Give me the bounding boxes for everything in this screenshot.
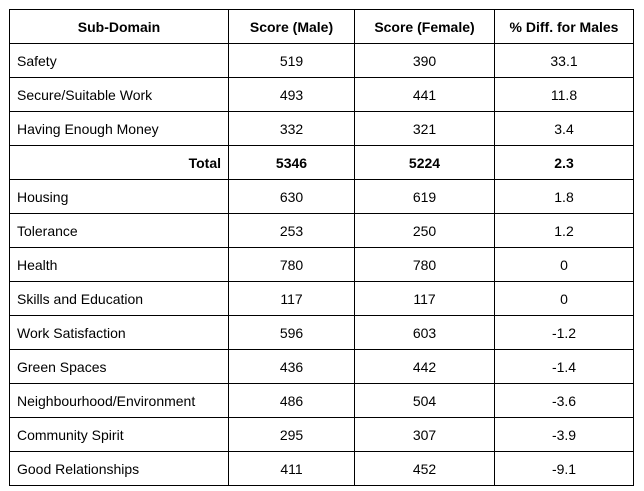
cell-score-male: 295 [229, 418, 355, 452]
cell-sub-domain: Green Spaces [10, 350, 229, 384]
cell-sub-domain: Housing [10, 180, 229, 214]
cell-score-female: 307 [355, 418, 495, 452]
cell-score-male: 253 [229, 214, 355, 248]
cell-percent-diff: -1.4 [495, 350, 634, 384]
cell-score-male: 493 [229, 78, 355, 112]
table-row [10, 112, 634, 146]
cell-score-female: 441 [355, 78, 495, 112]
cell-percent-diff: -3.6 [495, 384, 634, 418]
cell-percent-diff: 1.8 [495, 180, 634, 214]
table-row [10, 350, 634, 384]
table-row [10, 44, 634, 78]
table-header [10, 10, 634, 44]
cell-sub-domain: Secure/Suitable Work [10, 78, 229, 112]
table-row [10, 180, 634, 214]
cell-score-male: 519 [229, 44, 355, 78]
table-row [10, 248, 634, 282]
cell-score-female: 442 [355, 350, 495, 384]
cell-score-male: 630 [229, 180, 355, 214]
cell-sub-domain: Work Satisfaction [10, 316, 229, 350]
cell-score-male: 436 [229, 350, 355, 384]
cell-sub-domain: Good Relationships [10, 452, 229, 486]
cell-sub-domain: Community Spirit [10, 418, 229, 452]
cell-sub-domain: Neighbourhood/Environment [10, 384, 229, 418]
cell-total-label: Total [10, 146, 229, 180]
cell-score-female: 504 [355, 384, 495, 418]
table-row [10, 384, 634, 418]
cell-score-male: 596 [229, 316, 355, 350]
table-body [10, 44, 634, 486]
cell-score-female: 452 [355, 452, 495, 486]
header-sub-domain: Sub-Domain [10, 10, 229, 44]
cell-score-female: 250 [355, 214, 495, 248]
table-row [10, 78, 634, 112]
table-row [10, 214, 634, 248]
header-score-male: Score (Male) [229, 10, 355, 44]
cell-sub-domain: Safety [10, 44, 229, 78]
cell-score-male: 780 [229, 248, 355, 282]
cell-score-male: 332 [229, 112, 355, 146]
sub-domain-scores-table [9, 9, 634, 486]
cell-percent-diff: 0 [495, 282, 634, 316]
cell-score-female: 117 [355, 282, 495, 316]
table-row [10, 316, 634, 350]
cell-total-diff: 2.3 [495, 146, 634, 180]
cell-percent-diff: 3.4 [495, 112, 634, 146]
total-row [10, 146, 634, 180]
cell-percent-diff: 11.8 [495, 78, 634, 112]
cell-sub-domain: Health [10, 248, 229, 282]
cell-sub-domain: Having Enough Money [10, 112, 229, 146]
cell-score-female: 603 [355, 316, 495, 350]
header-score-female: Score (Female) [355, 10, 495, 44]
cell-total-male: 5346 [229, 146, 355, 180]
cell-score-female: 321 [355, 112, 495, 146]
header-row [10, 10, 634, 44]
cell-sub-domain: Tolerance [10, 214, 229, 248]
cell-percent-diff: -9.1 [495, 452, 634, 486]
table-row [10, 282, 634, 316]
cell-percent-diff: 0 [495, 248, 634, 282]
cell-percent-diff: -1.2 [495, 316, 634, 350]
cell-score-female: 390 [355, 44, 495, 78]
header-percent-diff-males: % Diff. for Males [495, 10, 634, 44]
cell-sub-domain: Skills and Education [10, 282, 229, 316]
cell-percent-diff: -3.9 [495, 418, 634, 452]
cell-score-female: 619 [355, 180, 495, 214]
table-row [10, 452, 634, 486]
cell-score-male: 411 [229, 452, 355, 486]
cell-total-female: 5224 [355, 146, 495, 180]
cell-score-female: 780 [355, 248, 495, 282]
cell-percent-diff: 1.2 [495, 214, 634, 248]
cell-percent-diff: 33.1 [495, 44, 634, 78]
table-row [10, 418, 634, 452]
cell-score-male: 117 [229, 282, 355, 316]
cell-score-male: 486 [229, 384, 355, 418]
